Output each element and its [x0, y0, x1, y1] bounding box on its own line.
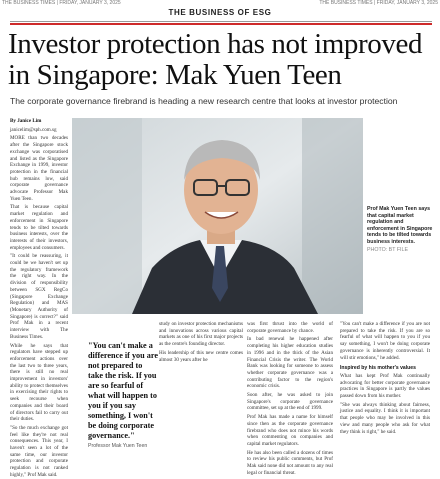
standfirst: The corporate governance firebrand is heading a new research centre that looks at investor protection: [10, 96, 398, 106]
paragraph: In bad renewal he happened after completing his higher education studies in 1996 and in the thick of the Asian Financial Crisis the writer. The World Bank was looking for someone to assess whether corporate governance was a contributing factor to the region's economic crisis.: [247, 336, 333, 390]
byline-name: By Janice Lim: [10, 118, 42, 124]
article-column-4: [340, 321, 430, 440]
paragraph: "It could be reassuring, it could be we haven't set up the regulatory framework the right way. In the division of responsibility between SGX RegCo (Singapore Exchange Regulation) and MAS (Monetary Authority of Singapore) is correct?" said Prof Mak in a recent interview with The Business Times.: [10, 253, 68, 340]
pull-quote-attribution: Professor Mak Yuen Teen: [88, 443, 148, 449]
byline-email: janicelim@sph.com.sg: [10, 126, 57, 133]
photo-caption: [367, 206, 433, 253]
paragraph: What has kept Prof Mak continually advocating for better corporate governance practices in Singapore is partly the values passed down from his mother.: [340, 372, 430, 400]
paragraph: Soon after, he was asked to join Singapore's corporate governance committee, set up at the end of 1999.: [247, 392, 333, 412]
section-accent-rule: [10, 23, 432, 25]
caption-text: Prof Mak Yuen Teen says that capital market regulation and enforcement in Singapore tends to be tilted towards business interests.: [367, 206, 433, 245]
article-column-2: [159, 321, 243, 440]
pull-quote-text: "You can't make a difference if you are not prepared to take the risk. If you are so fearful of what will happen to you if you say something, I won't be doing corporate governance.": [88, 341, 158, 440]
paragraph: His leadership of this new centre comes almost 30 years after he: [159, 349, 243, 363]
paragraph: "So the much exchange got feel like they're not real consequences. This year, I haven't seen a lot of the same time, our investor protection and corporate regulation is not ranked highly," Prof Mak said.: [10, 424, 68, 478]
mak-yuen-teen-photo: [72, 118, 363, 314]
paragraph: That is because capital market regulation and enforcement in Singapore tends to be tilted towards business interests, over the interests of their investors, employees and consumers.: [10, 204, 68, 251]
paragraph: was first thrust into the world of corporate governance by chance.: [247, 321, 333, 334]
paragraph: He has also been called a dozens of times to review his public comments, but Prof Mak said none did not amount to any real legal or financial threat.: [247, 449, 333, 476]
paragraph: "You can't make a difference if you are not prepared to take the risk. If you are so fearful of what will happen to you if you say something, I won't be doing corporate governance is inherently controversial. It will stir emotions," he added.: [340, 321, 430, 361]
paragraph: Prof Mak has made a name for himself since then as the corporate governance firebrand who does not mince his words when commenting on companies and capital market regulators.: [247, 414, 333, 447]
pull-quote: [88, 341, 158, 449]
subheading: Inspired by his mother's values: [340, 365, 416, 372]
article-column-1: [10, 118, 68, 478]
paragraph: study on investor protection mechanisms and innovations across various capital markets as one of his first major projects as the centre's founding director.: [159, 321, 243, 348]
section-divider: [10, 21, 432, 22]
paragraph: MORE than two decades after the Singapore stock exchange was corporatised and listed as the Singapore Exchange in 1999, investor protection in the financial hub remains low, said corporate governance advocate Professor Mak Yuen Teen.: [10, 135, 68, 202]
article-column-3: [247, 321, 333, 476]
photo-credit: PHOTO: BT FILE: [367, 246, 409, 253]
top-bar-left-text: THE BUSINESS TIMES | FRIDAY, JANUARY 3, 2025: [2, 0, 121, 6]
paragraph: While he says that regulators have stepped up enforcement actions over the last two to three years, there is still no real improvement in investors' ability to protect themselves in exercising their rights to seek recourse when companies and their board of directors fail to carry out their duties.: [10, 342, 68, 423]
top-bar-right-text: THE BUSINESS TIMES | FRIDAY, JANUARY 3, 2025: [319, 0, 438, 6]
paragraph: "She was always thinking about fairness, justice and equality. I think it is important that people who may be involved in this view and many people who ask for what they think is right," he said.: [340, 401, 430, 435]
headline: Investor protection has not improved in Singapore: Mak Yuen Teen: [8, 28, 423, 91]
section-title: THE BUSINESS OF ESG: [168, 8, 272, 17]
